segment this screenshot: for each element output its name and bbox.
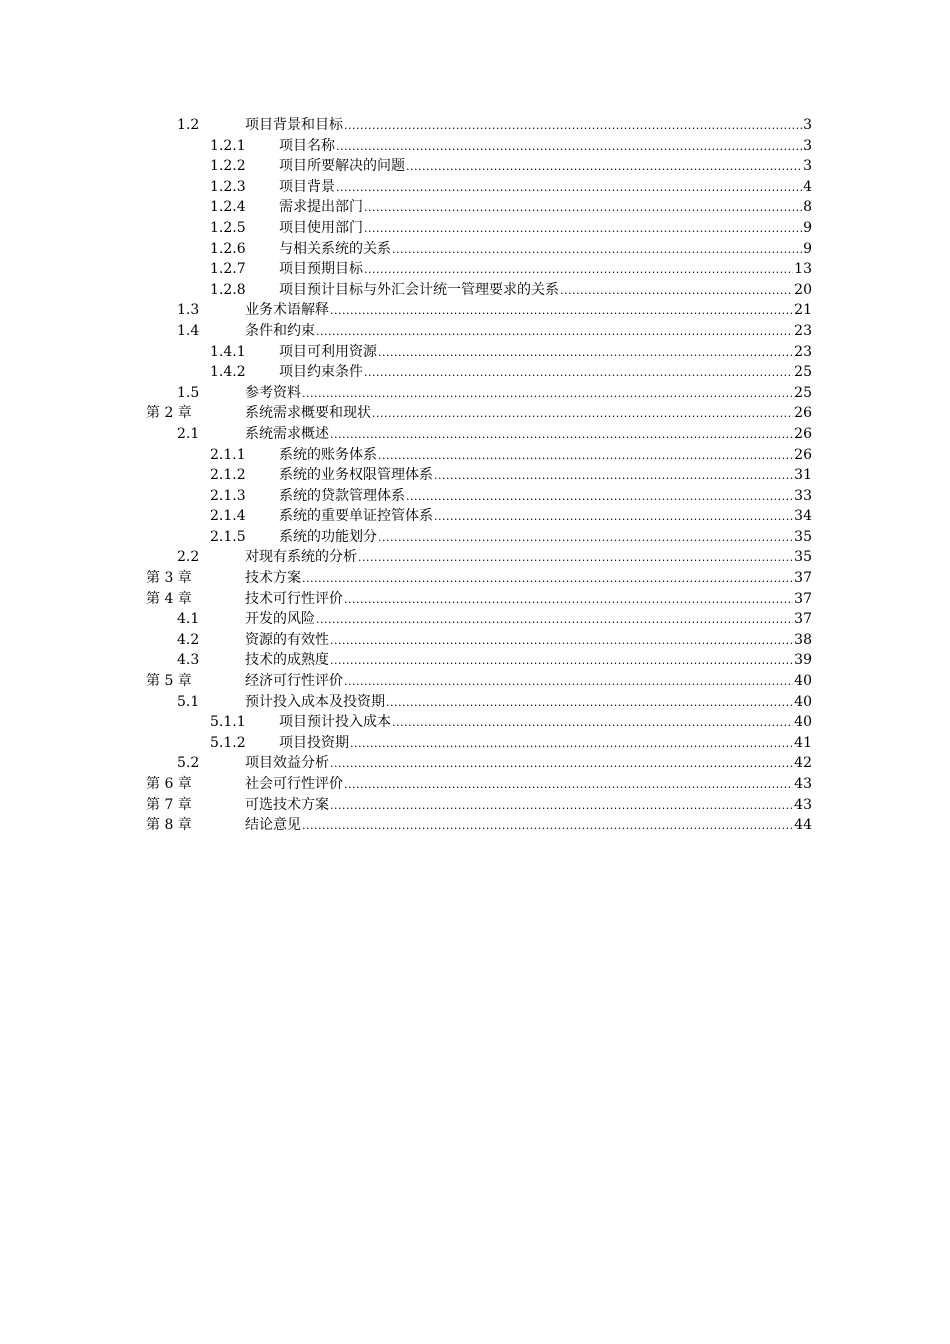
toc-entry-line — [245, 424, 812, 446]
dot-leader — [316, 610, 793, 631]
dot-leader — [350, 734, 793, 755]
toc-entry-page: 25 — [794, 364, 812, 381]
dot-leader — [330, 301, 793, 322]
toc-entry-page: 26 — [794, 446, 812, 463]
toc-entry-line — [279, 259, 812, 281]
toc-entry-title: 预计投入成本及投资期 — [245, 693, 385, 710]
toc-entry-page: 31 — [794, 467, 812, 484]
toc-entry[interactable] — [0, 795, 950, 816]
toc-entry-number: 4.1 — [177, 611, 200, 628]
toc-entry-number: 1.2.2 — [210, 158, 246, 175]
dot-leader — [330, 425, 793, 446]
toc-entry-line — [245, 547, 812, 569]
toc-entry-line — [245, 671, 812, 693]
toc-entry-page: 20 — [794, 281, 812, 298]
toc-entry[interactable] — [0, 342, 950, 363]
toc-entry-page: 3 — [803, 117, 812, 133]
toc-entry-title: 项目所要解决的问题 — [279, 158, 405, 175]
toc-entry-number: 2.1.2 — [210, 467, 246, 484]
dot-leader — [392, 240, 802, 261]
toc-entry-number: 第 5 章 — [146, 673, 192, 690]
toc-entry-line — [245, 774, 812, 796]
toc-entry-page: 3 — [803, 158, 812, 175]
toc-entry-number: 2.2 — [177, 549, 200, 566]
toc-entry-title: 系统的业务权限管理体系 — [279, 467, 433, 484]
toc-entry-line — [279, 712, 812, 734]
toc-entry-number: 1.2.3 — [210, 178, 246, 195]
toc-entry-line — [279, 465, 812, 487]
toc-entry-line — [279, 506, 812, 528]
toc-entry-title: 项目名称 — [279, 137, 335, 154]
dot-leader — [378, 528, 793, 549]
toc-entry-page: 40 — [794, 714, 812, 731]
toc-entry-number: 第 3 章 — [146, 570, 192, 587]
toc-entry-title: 对现有系统的分析 — [245, 549, 357, 566]
toc-entry-line — [279, 342, 812, 364]
toc-entry-number: 5.1.2 — [210, 734, 246, 751]
dot-leader — [344, 590, 793, 611]
toc-entry-number: 1.2 — [177, 117, 200, 133]
dot-leader — [386, 693, 793, 714]
toc-entry[interactable] — [0, 692, 950, 713]
toc-entry-number: 2.1 — [177, 425, 200, 442]
toc-entry-title: 系统的账务体系 — [279, 446, 377, 463]
toc-entry-line — [279, 362, 812, 384]
toc-entry-title: 技术的成熟度 — [245, 652, 329, 669]
toc-entry-page: 44 — [794, 817, 812, 834]
toc-entry[interactable] — [0, 733, 950, 754]
toc-entry-line — [245, 753, 812, 775]
toc-entry-title: 项目投资期 — [279, 734, 349, 751]
toc-entry-number: 第 2 章 — [146, 405, 192, 422]
dot-leader — [344, 116, 802, 137]
toc-entry-line — [245, 692, 812, 714]
dot-leader — [364, 219, 802, 240]
toc-entry-title: 业务术语解释 — [245, 302, 329, 319]
toc-entry-page: 40 — [794, 693, 812, 710]
dot-leader — [302, 384, 793, 405]
toc-entry-page: 8 — [803, 199, 812, 216]
toc-entry-page: 13 — [794, 261, 812, 278]
toc-entry[interactable] — [0, 362, 950, 383]
toc-entry[interactable] — [0, 259, 950, 280]
toc-entry-number: 1.2.7 — [210, 261, 246, 278]
dot-leader — [302, 816, 793, 837]
toc-entry[interactable] — [0, 609, 950, 630]
toc-entry[interactable] — [0, 197, 950, 218]
toc-entry[interactable] — [0, 527, 950, 548]
toc-entry-page: 9 — [803, 219, 812, 236]
toc-entry-number: 第 4 章 — [146, 590, 192, 607]
toc-entry-title: 项目预期目标 — [279, 261, 363, 278]
toc-entry[interactable] — [0, 403, 950, 424]
toc-entry-page: 38 — [794, 631, 812, 648]
toc-entry-line — [279, 197, 812, 219]
toc-entry-number: 1.5 — [177, 384, 200, 401]
dot-leader — [406, 487, 793, 508]
toc-entry[interactable] — [0, 300, 950, 321]
toc-entry-line — [245, 321, 812, 343]
toc-entry[interactable] — [0, 424, 950, 445]
toc-entry-line — [245, 630, 812, 652]
toc-entry-number: 1.2.4 — [210, 199, 246, 216]
toc-entry-title: 资源的有效性 — [245, 631, 329, 648]
toc-entry-title: 系统需求概述 — [245, 425, 329, 442]
dot-leader — [372, 404, 793, 425]
toc-entry-page: 35 — [794, 528, 812, 545]
toc-entry-line — [279, 239, 812, 261]
toc-entry[interactable] — [0, 177, 950, 198]
dot-leader — [378, 446, 793, 467]
toc-entry-number: 第 6 章 — [146, 776, 192, 792]
toc-entry-number: 5.2 — [177, 755, 200, 772]
toc-entry-title: 技术可行性评价 — [245, 590, 343, 607]
toc-entry-page: 26 — [794, 425, 812, 442]
toc-entry-page: 34 — [794, 508, 812, 525]
toc-entry-title: 项目预计目标与外汇会计统一管理要求的关系 — [279, 281, 559, 298]
toc-entry-page: 37 — [794, 611, 812, 628]
toc-entry-line — [245, 650, 812, 672]
toc-entry-line — [279, 177, 812, 199]
toc-entry-number: 1.2.6 — [210, 240, 246, 257]
toc-entry-line — [279, 733, 812, 755]
toc-entry-page: 33 — [794, 487, 812, 504]
dot-leader — [378, 343, 793, 364]
table-of-contents — [0, 115, 950, 836]
toc-entry-title: 项目效益分析 — [245, 755, 329, 772]
toc-entry-line — [279, 445, 812, 467]
toc-entry-number: 1.4 — [177, 322, 200, 339]
toc-entry[interactable] — [0, 568, 950, 589]
toc-entry-number: 第 8 章 — [146, 817, 192, 834]
dot-leader — [364, 260, 793, 281]
toc-entry[interactable] — [0, 136, 950, 157]
toc-entry-line — [245, 300, 812, 322]
toc-entry-title: 系统的功能划分 — [279, 528, 377, 545]
toc-entry-line — [245, 403, 812, 425]
dot-leader — [560, 281, 793, 302]
toc-entry[interactable] — [0, 321, 950, 342]
toc-entry-number: 1.2.1 — [210, 137, 246, 154]
toc-entry[interactable] — [0, 815, 950, 836]
toc-entry-title: 可选技术方案 — [245, 796, 329, 813]
dot-leader — [344, 672, 793, 693]
toc-entry-number: 2.1.3 — [210, 487, 246, 504]
dot-leader — [330, 754, 793, 775]
toc-entry-title: 参考资料 — [245, 384, 301, 401]
dot-leader — [392, 713, 793, 734]
toc-entry-title: 系统的贷款管理体系 — [279, 487, 405, 504]
toc-entry-title: 项目背景 — [279, 178, 335, 195]
toc-entry-number: 1.2.5 — [210, 219, 246, 236]
toc-entry[interactable] — [0, 465, 950, 486]
toc-entry-number: 1.3 — [177, 302, 200, 319]
dot-leader — [344, 775, 793, 796]
toc-entry-number: 4.3 — [177, 652, 200, 669]
toc-entry[interactable] — [0, 239, 950, 260]
toc-entry-line — [245, 795, 812, 817]
dot-leader — [434, 466, 793, 487]
toc-entry-title: 需求提出部门 — [279, 199, 363, 216]
toc-entry[interactable] — [0, 650, 950, 671]
toc-entry-number: 1.4.2 — [210, 364, 246, 381]
toc-entry-line — [245, 815, 812, 837]
dot-leader — [406, 157, 802, 178]
dot-leader — [302, 569, 793, 590]
toc-entry-title: 经济可行性评价 — [245, 673, 343, 690]
dot-leader — [336, 178, 802, 199]
toc-entry-line — [279, 136, 812, 158]
toc-entry-page: 4 — [803, 178, 812, 195]
toc-entry-page: 9 — [803, 240, 812, 257]
toc-entry-page: 37 — [794, 570, 812, 587]
toc-entry-line — [245, 115, 812, 137]
toc-entry-number: 1.4.1 — [210, 343, 246, 360]
toc-entry-line — [245, 589, 812, 611]
toc-entry[interactable] — [0, 280, 950, 301]
toc-entry[interactable] — [0, 547, 950, 568]
toc-entry-title: 系统需求概要和现状 — [245, 405, 371, 422]
toc-entry-line — [245, 568, 812, 590]
toc-entry[interactable] — [0, 753, 950, 774]
toc-entry-number: 5.1.1 — [210, 714, 246, 731]
toc-entry-line — [279, 156, 812, 178]
toc-entry[interactable] — [0, 218, 950, 239]
toc-entry[interactable] — [0, 115, 950, 136]
toc-entry[interactable] — [0, 156, 950, 177]
toc-entry-page: 23 — [794, 343, 812, 360]
toc-entry-title: 条件和约束 — [245, 322, 315, 339]
toc-entry[interactable] — [0, 589, 950, 610]
toc-entry-line — [245, 609, 812, 631]
toc-entry-page: 25 — [794, 384, 812, 401]
toc-entry[interactable] — [0, 486, 950, 507]
toc-entry-title: 开发的风险 — [245, 611, 315, 628]
dot-leader — [434, 507, 793, 528]
toc-entry-number: 2.1.1 — [210, 446, 246, 463]
toc-entry-line — [279, 486, 812, 508]
toc-entry-number: 4.2 — [177, 631, 200, 648]
toc-entry-page: 3 — [803, 137, 812, 154]
toc-entry-line — [279, 218, 812, 240]
toc-entry-number: 2.1.5 — [210, 528, 246, 545]
dot-leader — [358, 548, 793, 569]
toc-entry-page: 35 — [794, 549, 812, 566]
toc-entry[interactable] — [0, 383, 950, 404]
dot-leader — [330, 631, 793, 652]
toc-entry-title: 项目预计投入成本 — [279, 714, 391, 731]
toc-entry-line — [279, 280, 812, 302]
toc-entry-page: 41 — [794, 734, 812, 751]
dot-leader — [336, 137, 802, 158]
toc-entry-line — [279, 527, 812, 549]
toc-entry-number: 第 7 章 — [146, 796, 192, 813]
toc-entry[interactable] — [0, 671, 950, 692]
dot-leader — [330, 796, 793, 817]
toc-entry-title: 项目可利用资源 — [279, 343, 377, 360]
toc-entry-page: 23 — [794, 322, 812, 339]
toc-entry-title: 项目使用部门 — [279, 219, 363, 236]
toc-entry-page: 43 — [794, 796, 812, 813]
toc-entry[interactable] — [0, 445, 950, 466]
dot-leader — [364, 198, 802, 219]
toc-entry-number: 1.2.8 — [210, 281, 246, 298]
toc-entry-line — [245, 383, 812, 405]
toc-entry-title: 与相关系统的关系 — [279, 240, 391, 257]
dot-leader — [330, 651, 793, 672]
toc-entry[interactable] — [0, 774, 950, 795]
toc-entry-page: 21 — [794, 302, 812, 319]
toc-entry-title: 项目约束条件 — [279, 364, 363, 381]
toc-entry-page: 40 — [794, 673, 812, 690]
toc-entry-page: 26 — [794, 405, 812, 422]
toc-entry-page: 39 — [794, 652, 812, 669]
toc-entry-title: 结论意见 — [245, 817, 301, 834]
toc-entry-title: 项目背景和目标 — [245, 117, 343, 133]
toc-entry[interactable] — [0, 506, 950, 527]
toc-entry-title: 社会可行性评价 — [245, 776, 343, 792]
toc-entry-page: 37 — [794, 590, 812, 607]
dot-leader — [316, 322, 793, 343]
dot-leader — [364, 363, 793, 384]
toc-entry[interactable] — [0, 712, 950, 733]
toc-entry-page: 42 — [794, 755, 812, 772]
toc-entry-title: 系统的重要单证控管体系 — [279, 508, 433, 525]
toc-entry-number: 2.1.4 — [210, 508, 246, 525]
toc-entry[interactable] — [0, 630, 950, 651]
toc-entry-title: 技术方案 — [245, 570, 301, 587]
toc-entry-page: 43 — [794, 776, 812, 792]
toc-entry-number: 5.1 — [177, 693, 200, 710]
